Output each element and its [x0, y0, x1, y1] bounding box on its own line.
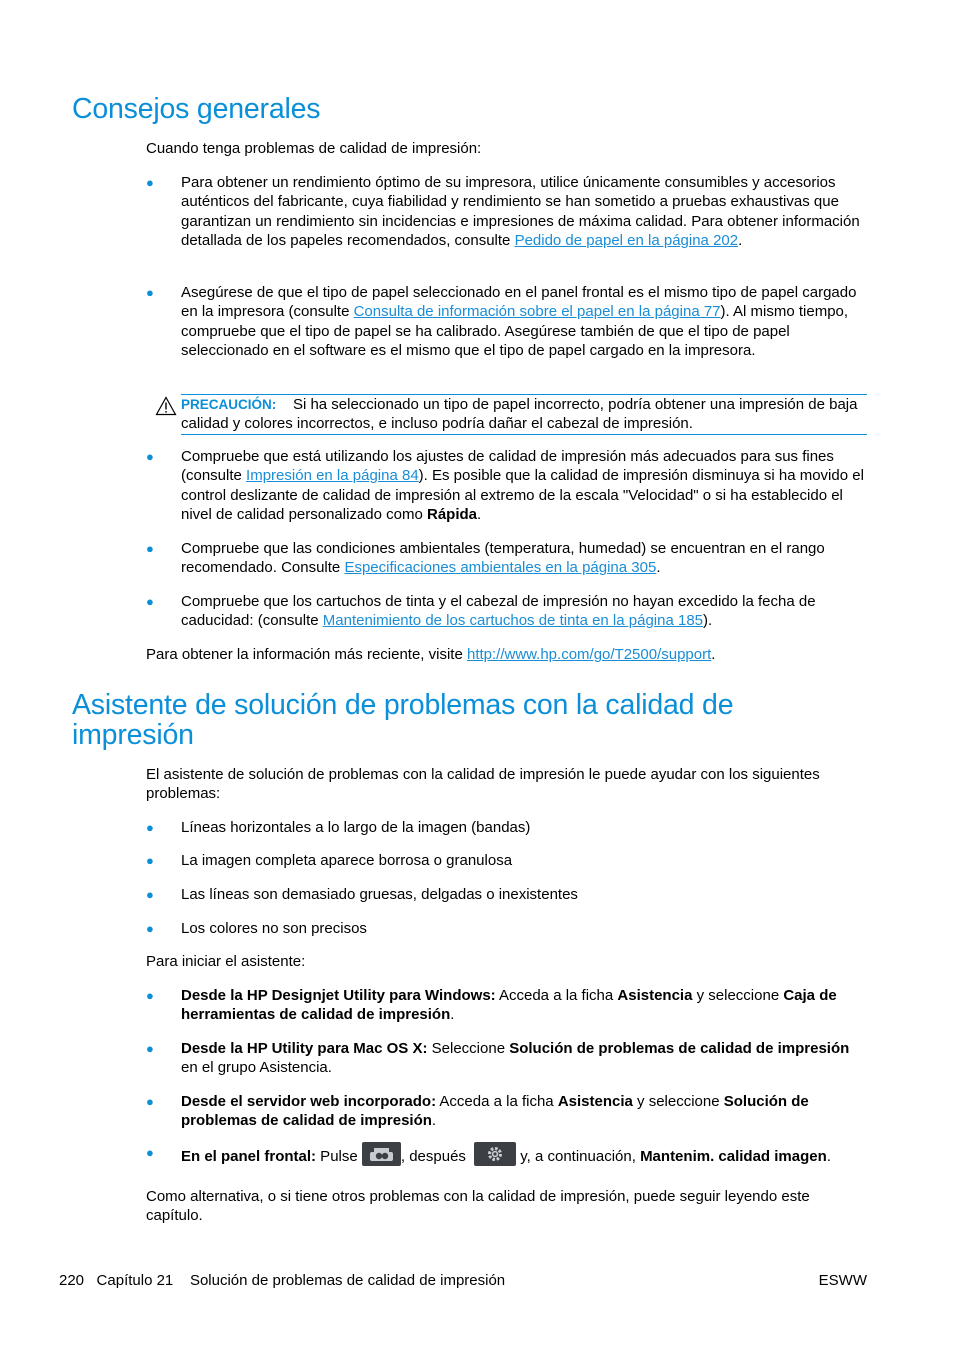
bullet-icon: ●	[146, 541, 154, 556]
wizard-intro: El asistente de solución de problemas con la calidad de impresión le puede ayudar con los siguientes problemas:	[146, 766, 820, 803]
list-item-text: Compruebe que las condiciones ambientales (temperatura, humedad) se encuentran en el rango recomendado. Consulte Especificaciones ambientales en la página 305.	[181, 540, 825, 577]
link-paper-order[interactable]: Pedido de papel en la página 202	[514, 232, 739, 250]
list-item-text: Las líneas son demasiado gruesas, delgadas o inexistentes	[181, 886, 578, 903]
closing-paragraph: Como alternativa, o si tiene otros problemas con la calidad de impresión, puede seguir leyendo este capítulo.	[146, 1188, 810, 1225]
list-item-text: Compruebe que los cartuchos de tinta y el cabezal de impresión no hayan excedido la fecha de caducidad: (consulte Mantenimiento de los cartuchos de tinta en la página 185).	[181, 593, 816, 630]
caution-label: PRECAUCIÓN:	[181, 397, 277, 412]
footer-chapter: Capítulo 21	[96, 1272, 174, 1289]
link-environmental-specs[interactable]: Especificaciones ambientales en la página 305	[344, 559, 657, 577]
latest-info-paragraph: Para obtener la información más reciente, visite http://www.hp.com/go/T2500/support.	[146, 646, 716, 663]
bullet-icon: ●	[146, 594, 154, 609]
link-cartridge-maintenance[interactable]: Mantenimiento de los cartuchos de tinta en la página 185	[322, 612, 704, 630]
list-item-text: Asegúrese de que el tipo de papel seleccionado en el panel frontal es el mismo tipo de papel cargado en la impresora (consulte Consulta de información sobre el papel en la página 77). Al mismo tiempo, compruebe que el tipo de papel se ha calibrado. Asegúrese también de que el tipo de papel seleccionado en el software es el mismo que el tipo de papel cargado en la impresora.	[181, 284, 857, 360]
section-intro: Cuando tenga problemas de calidad de impresión:	[146, 140, 482, 157]
list-item-text: Para obtener un rendimiento óptimo de su impresora, utilice únicamente consumibles y accesorios auténticos del fabricante, cuya fiabilidad y rendimiento se han sometido a pruebas exhaustivas que garantizan un rendimiento sin incidencias e impresiones de máxima calidad. Para obtener información detallada de los papeles recomendados, consulte Pedido de papel en la página 202.	[181, 174, 860, 250]
bullet-icon: ●	[146, 1145, 154, 1160]
list-item-text: Desde la HP Designjet Utility para Windows: Acceda a la ficha Asistencia y seleccione Caja de herramientas de calidad de impresión.	[181, 987, 837, 1024]
list-item-text: Compruebe que está utilizando los ajustes de calidad de impresión más adecuados para sus fines (consulte Impresión en la página 84). Es posible que la calidad de impresión disminuya si ha movido el control deslizante de calidad de impresión al extremo de la escala "Velocidad" o si ha establecido el nivel de calidad personalizado como Rápida.	[181, 448, 864, 524]
link-hp-support[interactable]: http://www.hp.com/go/T2500/support	[466, 646, 712, 663]
caution-note	[181, 394, 867, 435]
list-item	[146, 1145, 870, 1173]
list-item-text: Desde el servidor web incorporado: Acceda a la ficha Asistencia y seleccione Solución de problemas de calidad de impresión.	[181, 1093, 809, 1130]
footer	[59, 1271, 505, 1290]
printer-panel-icon	[362, 1142, 401, 1166]
link-printing[interactable]: Impresión en la página 84	[246, 467, 419, 485]
settings-gear-icon	[474, 1142, 516, 1166]
section-title-troubleshooting-wizard: Asistente de solución de problemas con la calidad de impresión	[72, 689, 734, 751]
bullet-icon: ●	[146, 1094, 154, 1109]
bullet-icon: ●	[146, 449, 154, 464]
list-item-text: En el panel frontal: Pulse , después y, a continuación, Mantenim. calidad imagen.	[181, 1147, 869, 1166]
bullet-icon: ●	[146, 820, 154, 835]
list-item-text: La imagen completa aparece borrosa o granulosa	[181, 852, 513, 869]
list-item-text: Los colores no son precisos	[181, 920, 367, 937]
list-item-text: Desde la HP Utility para Mac OS X: Seleccione Solución de problemas de calidad de impresión en el grupo Asistencia.	[181, 1040, 850, 1077]
footer-chapter-title: Solución de problemas de calidad de impresión	[189, 1272, 506, 1289]
footer-locale: ESWW	[818, 1272, 867, 1289]
bullet-icon: ●	[146, 175, 154, 190]
caution-text: Si ha seleccionado un tipo de papel incorrecto, podría obtener una impresión de baja calidad y colores incorrectos, e incluso podría dañar el cabezal de impresión.	[181, 396, 858, 433]
bullet-icon: ●	[146, 853, 154, 868]
list-item-text: Líneas horizontales a lo largo de la imagen (bandas)	[181, 819, 531, 836]
warning-icon	[155, 396, 177, 416]
bullet-icon: ●	[146, 887, 154, 902]
bullet-icon: ●	[146, 1041, 154, 1056]
page-number: 220	[59, 1272, 85, 1289]
start-wizard-paragraph: Para iniciar el asistente:	[146, 953, 306, 970]
bullet-icon: ●	[146, 285, 154, 300]
section-title-general-tips: Consejos generales	[72, 93, 321, 125]
bullet-icon: ●	[146, 921, 154, 936]
bullet-icon: ●	[146, 988, 154, 1003]
link-paper-info[interactable]: Consulta de información sobre el papel en la página 77	[353, 303, 721, 321]
